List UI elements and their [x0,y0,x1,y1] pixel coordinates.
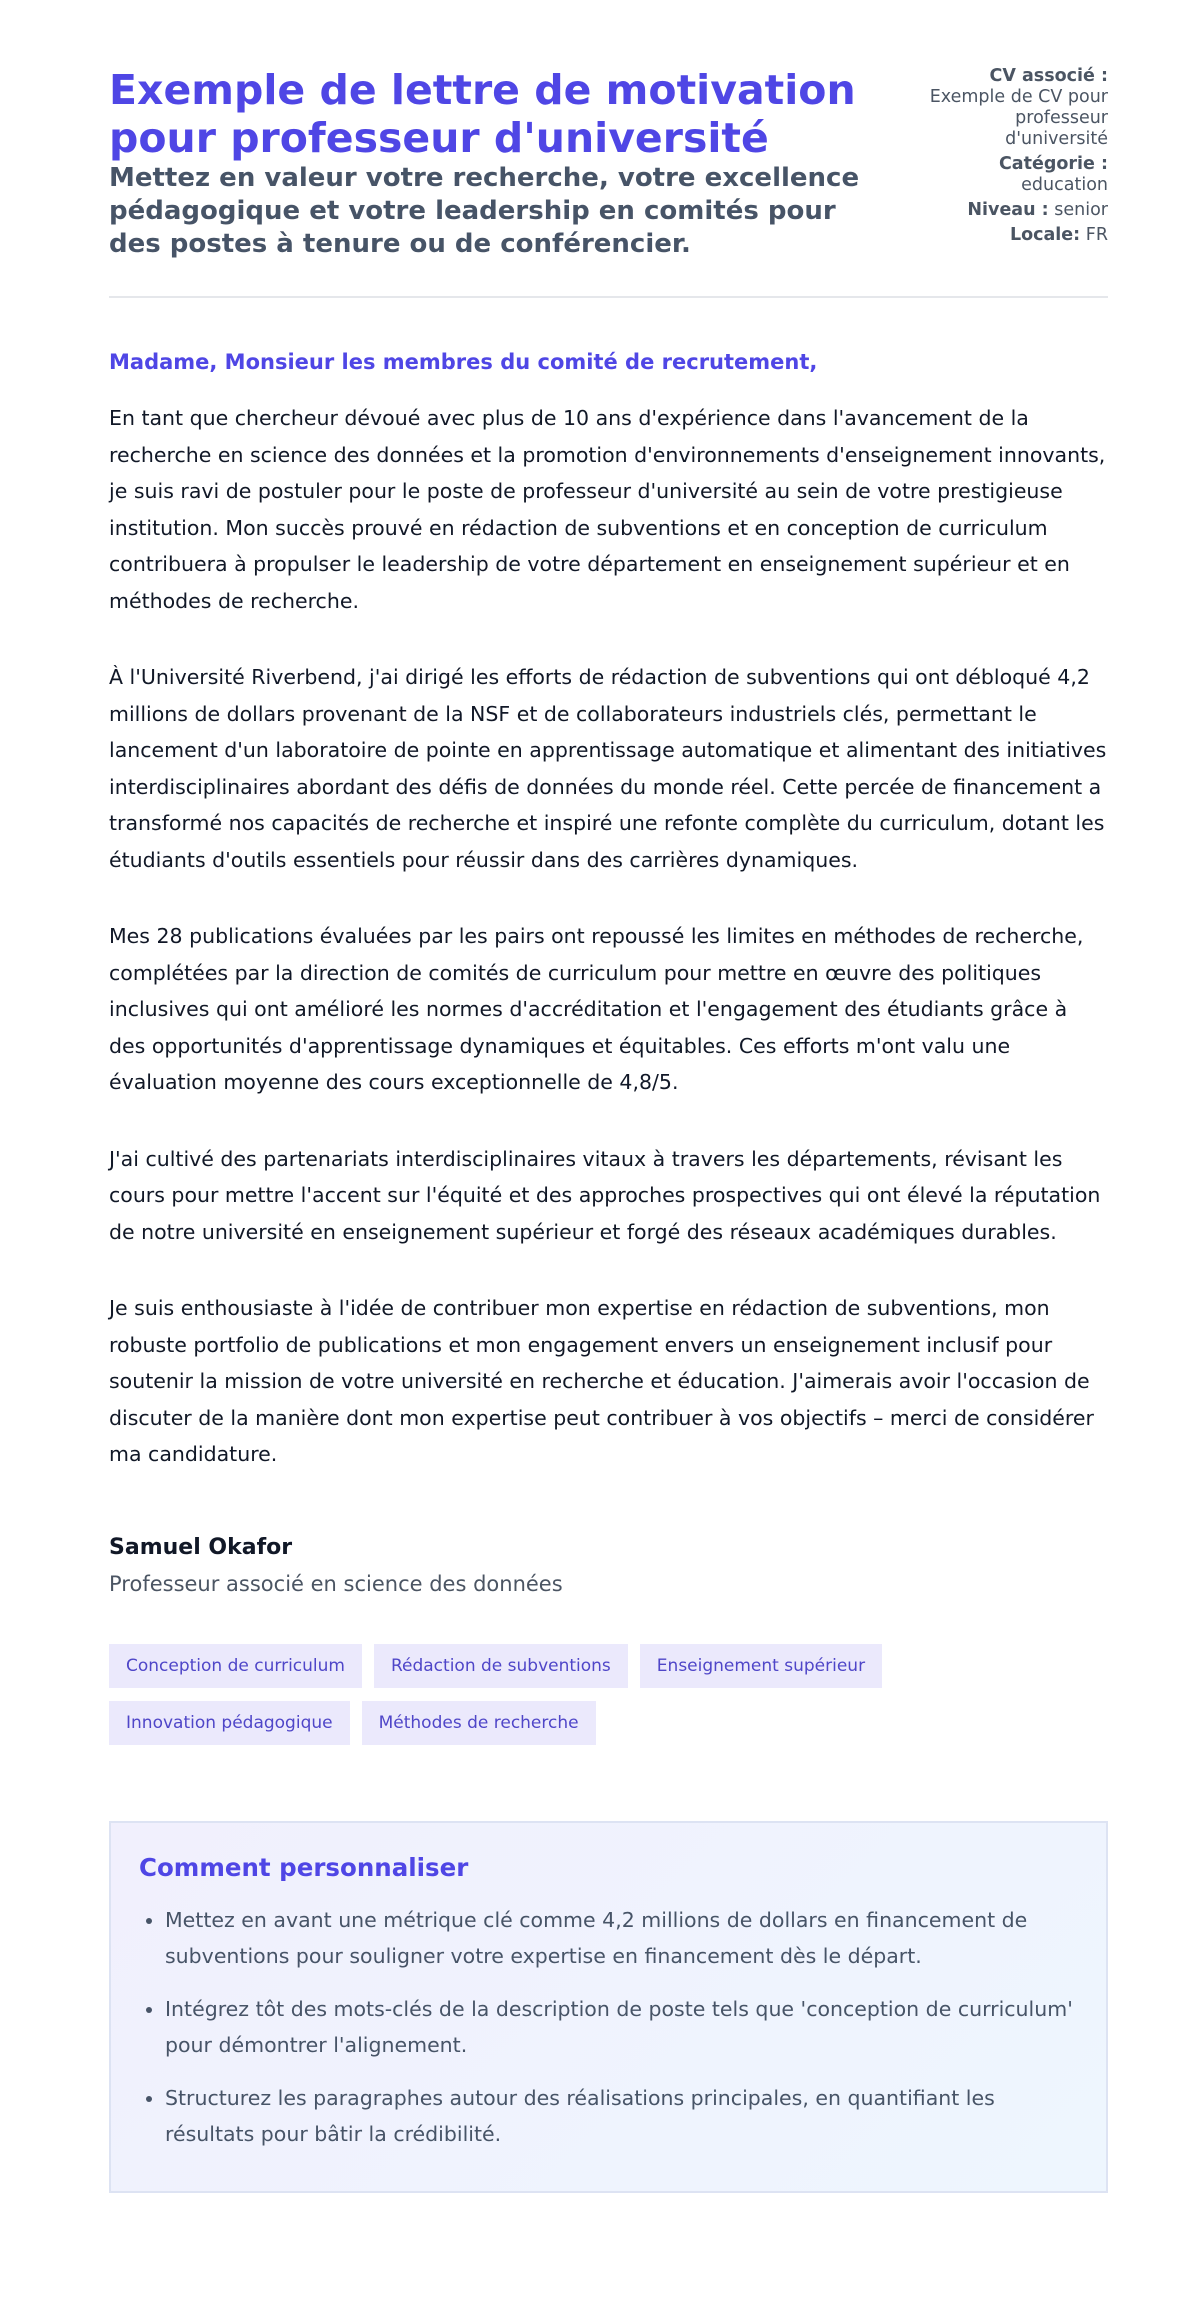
tag: Innovation pédagogique [109,1701,350,1745]
meta-locale [908,225,1108,246]
tips-list [139,1902,1078,2153]
meta-category [908,154,1108,196]
meta-level-label: Niveau : [967,200,1049,220]
tag-list [109,1644,1009,1745]
tip-item: • Mettez en avant une métrique clé comme 4,2 millions de dollars en financement de subventions pour souligner votre expertise en financement dès le départ. [165,1902,1078,1975]
signature-name: Samuel Okafor [109,1534,293,1560]
letter-paragraph: À l'Université Riverbend, j'ai dirigé les efforts de rédaction de subventions qui ont débloqué 4,2 millions de dollars provenant de la NSF et de collaborateurs industriels clés, permettant le lancement d'un laboratoire de pointe en apprentissage automatique et alimentant des initiatives interdisciplinaires abordant des défis de données du monde réel. Cette percée de financement a transformé nos capacités de recherche et inspiré une refonte complète du curriculum, dotant les étudiants d'outils essentiels pour réussir dans des carrières dynamiques. [109,665,1107,872]
meta-cv [908,66,1108,150]
divider [109,296,1108,298]
page-title: Exemple de lettre de motivation pour professeur d'université [109,66,856,162]
tips-heading: Comment personnaliser [139,1852,469,1882]
letter-paragraph: En tant que chercheur dévoué avec plus de 10 ans d'expérience dans l'avancement de la recherche en science des données et la promotion d'environnements d'enseignement innovants, je suis ravi de postuler pour le poste de professeur d'université au sein de votre prestigieuse institution. Mon succès prouvé en rédaction de subventions et en conception de curriculum contribuera à propulser le leadership de votre département en enseignement supérieur et en méthodes de recherche. [109,406,1106,613]
letter-paragraph: Mes 28 publications évaluées par les pairs ont repoussé les limites en méthodes de recherche, complétées par la direction de comités de curriculum pour mettre en œuvre des politiques inclusives qui ont amélioré les normes d'accréditation et l'engagement des étudiants grâce à des opportunités d'apprentissage dynamiques et équitables. Ces efforts m'ont valu une évaluation moyenne des cours exceptionnelle de 4,8/5. [109,924,1084,1094]
title-block [109,66,869,261]
customization-tips [109,1821,1108,2193]
meta-locale-label: Locale: [1009,225,1081,245]
meta-cv-value: Exemple de CV pour professeur d'université [929,87,1108,149]
meta-category-value: education [1021,175,1108,195]
meta-cv-label: CV associé : [989,66,1108,86]
tip-item: • Structurez les paragraphes autour des réalisations principales, en quantifiant les résultats pour bâtir la crédibilité. [165,2080,1078,2153]
meta-level [908,200,1108,221]
tag: Conception de curriculum [109,1644,362,1688]
letter-paragraph: J'ai cultivé des partenariats interdisciplinaires vitaux à travers les départements, révisant les cours pour mettre l'accent sur l'équité et des approches prospectives qui ont élevé la réputation de notre université en enseignement supérieur et forgé des réseaux académiques durables. [109,1146,1101,1244]
meta-locale-value: FR [1085,225,1108,245]
signature-title: Professeur associé en science des données [109,1571,563,1596]
header [109,66,1108,261]
meta-panel [908,66,1108,250]
page-subtitle: Mettez en valeur votre recherche, votre excellence pédagogique et votre leadership en comités pour des postes à tenure ou de conférencier. [109,163,860,259]
meta-level-value: senior [1054,200,1108,220]
letter-paragraph: Je suis enthousiaste à l'idée de contribuer mon expertise en rédaction de subventions, mon robuste portfolio de publications et mon engagement envers un enseignement inclusif pour soutenir la mission de votre université en recherche et éducation. J'aimerais avoir l'occasion de discuter de la manière dont mon expertise peut contribuer à vos objectifs – merci de considérer ma candidature. [109,1296,1094,1466]
tip-item: • Intégrez tôt des mots-clés de la description de poste tels que 'conception de curriculum' pour démontrer l'alignement. [165,1991,1078,2064]
tag: Enseignement supérieur [640,1644,882,1688]
meta-category-label: Catégorie : [998,154,1108,174]
tag: Méthodes de recherche [362,1701,596,1745]
tag: Rédaction de subventions [374,1644,628,1688]
salutation: Madame, Monsieur les membres du comité de recrutement, [109,350,818,374]
